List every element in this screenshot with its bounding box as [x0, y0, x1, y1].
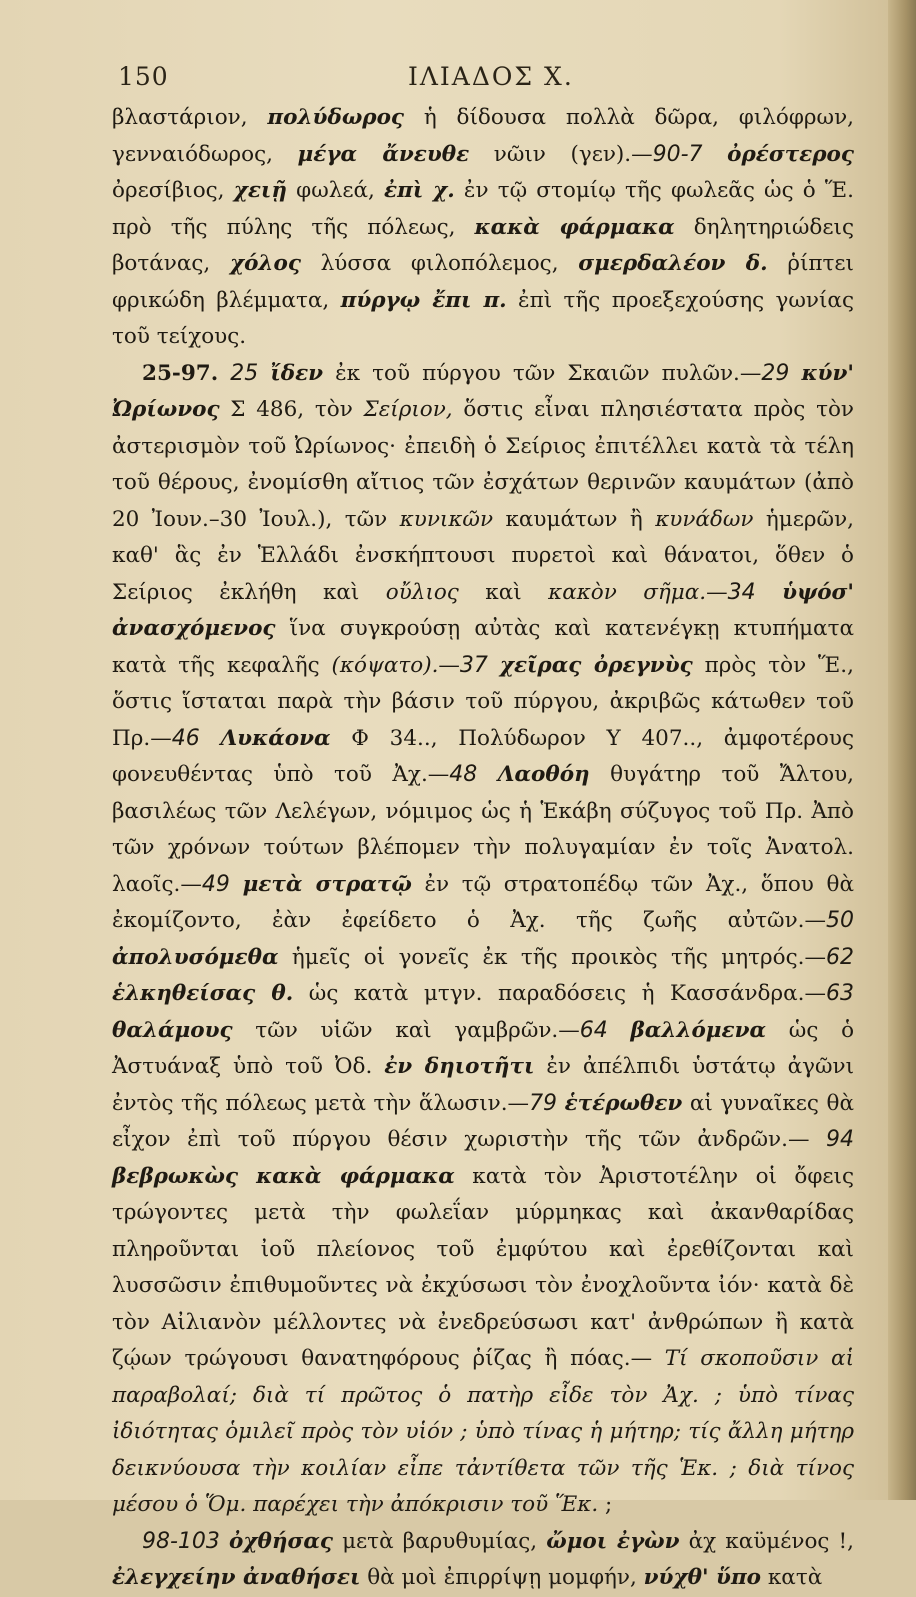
text-run: Τί σκοποῦσιν αἱ παραβολαί; διὰ τί πρῶτος ὁ πατὴρ εἶδε τὸν Ἀχ. ; ὑπὸ τίνας ἰδιότητας ὁμιλεῖ πρὸς τὸν υἱόν ; ὑπὸ τίνας ἡ μήτηρ; τίς ἄλλη μήτηρ δεικνύουσα τὴν κοιλίαν εἶπε τἀντίθετα τῶν τῆς Ἑκ. ; διὰ τίνος μέσου ὁ Ὅμ. παρέχει τὴν ἀπόκρισιν τοῦ Ἕκ.	[112, 1346, 854, 1517]
verse-number: 49	[201, 871, 230, 897]
text-run: ἐν τῷ στρατοπέδῳ τῶν Ἀχ., ὅπου θὰ ἐκομίζοντο, ἐὰν ἐφείδετο ὁ Ἀχ. τῆς ζωῆς αὐτῶν.—	[112, 871, 854, 933]
lemma: ὀχθήσας	[229, 1528, 333, 1554]
text-run: ἡμερῶν, καθ' ἃς ἐν Ἑλλάδι ἐνσκήπτουσι πυρετοὶ καὶ θάνατοι, ὅθεν ὁ Σείριος ἐκλήθη καὶ	[112, 506, 854, 605]
lemma: ἴδεν	[270, 360, 324, 386]
text-run: Σείριον,	[363, 397, 453, 422]
text-run: βλαστάριον,	[112, 105, 268, 130]
text-run: κακὸν σῆμα.	[548, 579, 707, 605]
lemma: πολύδωρος	[267, 105, 405, 130]
verse-number: 29	[761, 360, 790, 386]
text-run: μετὰ βαρυθυμίας,	[332, 1528, 547, 1554]
text-run	[608, 1018, 631, 1043]
lemma: μέγα ἄνευθε	[297, 141, 470, 167]
text-run: 25-97.	[142, 360, 219, 386]
verse-number: 25	[230, 360, 259, 386]
text-run: Φ 34.., Πολύδωρον Υ 407.., ἀμφοτέρους φονευθέντας ὑπὸ τοῦ Ἀχ.—	[112, 725, 854, 787]
text-run: ;	[598, 1492, 613, 1517]
lemma: ὑψόσ' ἀνασχόμενος	[112, 579, 854, 641]
verse-number: 79	[529, 1090, 558, 1116]
text-run: θυγάτηρ τοῦ Ἄλτου, βασιλέως τῶν Λελέγων, νόμιμος ὡς ἡ Ἑκάβη σύζυγος τοῦ Πρ. Ἀπὸ τῶν χρόνων τούτων βλέπομεν τὴν πολυγαμίαν ἐν τοῖς Ἀνατολ. λαοῖς.—	[112, 762, 854, 897]
lemma: ἀπολυσόμεθα	[112, 944, 279, 970]
lemma: Λαοθόη	[497, 762, 590, 787]
text-run: νῶιν (γεν).—	[469, 141, 653, 167]
lemma: βεβρωκὼς κακὰ φάρμακα	[112, 1163, 455, 1189]
text-run: ἐκ τοῦ πύργου τῶν Σκαιῶν πυλῶν.—	[323, 360, 762, 386]
verse-number: 62	[826, 944, 854, 970]
text-run: ἐν ἀπέλπιδι ὑστάτῳ ἀγῶνι ἐντὸς τῆς πόλεως μετὰ τὴν ἅλωσιν.—	[112, 1054, 854, 1116]
lemma: ἐλεγχείην ἀναθήσει	[112, 1565, 361, 1590]
text-run: ὀρεσίβιος,	[112, 178, 234, 203]
lemma: πύργῳ ἔπι π.	[340, 287, 507, 313]
text-run: κατὰ τὸν Ἀριστοτέλην οἱ ὄφεις τρώγοντες μετὰ τὴν φωλεΐαν μύρμηκας καὶ ἀκανθαρίδας πληροῦνται ἰοῦ πλείονος τοῦ ἐμφύτου καὶ ἐρεθίζονται καὶ λυσσῶσιν ἐπιθυμοῦντες νὰ ἐκχύσωσι τὸν ἐνοχλοῦντα ἰόν· κατὰ δὲ τὸν Αἰλιανὸν μέλλοντες νὰ ἐνεδρεύσωσι κατ' ἀνθρώπων ἢ κατὰ ζῴων τρώγουσι θανατηφόρους ῥίζας ἢ πόας.—	[112, 1163, 854, 1371]
verse-number: 98-103	[142, 1528, 220, 1554]
text-run: δηλητηριώδεις βοτάνας,	[112, 214, 854, 276]
text-run: καυμάτων ἢ	[493, 506, 656, 532]
lemma: ὀρέστερος	[727, 141, 854, 167]
text-run: —	[706, 579, 728, 605]
verse-number: 37	[459, 652, 488, 678]
page-edge	[888, 0, 916, 1500]
verse-number: 46	[171, 725, 200, 751]
lemma: ἑτέρωθεν	[564, 1090, 683, 1116]
lemma: χειῇ	[233, 178, 287, 203]
text-run: φωλεά,	[286, 178, 385, 203]
paragraph	[112, 356, 854, 1524]
text-run: ὡς ὁ Ἀστυάναξ ὑπὸ τοῦ Ὀδ.	[112, 1017, 855, 1079]
text-run: λύσσα φιλοπόλεμος,	[300, 251, 579, 276]
text-run: ἡ δίδουσα πολλὰ δῶρα, φιλόφρων, γενναιόδωρος,	[112, 105, 854, 167]
text-run: Σ 486, τὸν	[219, 397, 364, 422]
text-run: οὔλιος	[385, 579, 459, 605]
verse-number: 50	[826, 908, 854, 933]
text-run: ὅστις εἶναι πλησιέστατα πρὸς τὸν ἀστερισμὸν τοῦ Ὠρίωνος· ἐπειδὴ ὁ Σείριος ἐπιτέλλει κατὰ τὰ τέλη τοῦ θέρους, ἐνομίσθη αἴτιος τῶν ἐσχάτων θερινῶν καυμάτων (ἀπὸ 20 Ἰουν.–30 Ἰουλ.), τῶν	[112, 397, 854, 532]
commentary-text	[112, 100, 854, 1597]
lemma: μετὰ στρατῷ	[242, 871, 412, 897]
verse-number: 90-7	[652, 141, 703, 167]
text-run	[756, 580, 782, 605]
lemma: βαλλόμενα	[630, 1017, 767, 1043]
text-run	[488, 653, 500, 678]
lemma: χεῖρας ὀρεγνὺς	[499, 652, 693, 678]
text-run	[477, 762, 498, 787]
text-run	[220, 1529, 229, 1554]
text-run	[230, 872, 243, 897]
verse-number: 48	[449, 762, 478, 787]
lemma: θαλάμους	[112, 1017, 233, 1043]
text-run	[200, 726, 221, 751]
text-run: κατὰ	[761, 1565, 823, 1590]
verse-number: 34	[727, 579, 756, 605]
text-run: ὡς κατὰ μτγν. παραδόσεις ἡ Κασσάνδρα.—	[293, 981, 826, 1006]
text-run: αἱ γυναῖκες θὰ εἶχον ἐπὶ τοῦ πύργου θέσιν χωριστὴν τῆς τῶν ἀνδρῶν.—	[112, 1090, 854, 1152]
text-run	[258, 361, 270, 386]
paragraph	[112, 1524, 854, 1597]
text-run	[703, 142, 728, 167]
page-header	[118, 62, 826, 96]
running-title: ΙΛΙΑΔΟΣ Χ.	[408, 62, 574, 91]
lemma: ἑλκηθείσας θ.	[112, 981, 294, 1006]
text-run: κυνικῶν	[399, 506, 494, 532]
lemma: ὤμοι ἐγὼν	[546, 1528, 680, 1554]
text-run: ἐν τῷ στομίῳ τῆς φωλεᾶς ὡς ὁ Ἕ. πρὸ τῆς πύλης τῆς πόλεως,	[112, 178, 855, 240]
text-run: ἐπὶ τῆς προεξεχούσης γωνίας τοῦ τείχους.	[112, 287, 854, 349]
lemma: χόλος	[229, 251, 301, 276]
lemma: κακὰ φάρμακα	[474, 214, 675, 240]
text-run: καὶ	[458, 579, 549, 605]
text-run: θὰ μοὶ ἐπιρρίψῃ μομφήν,	[360, 1565, 644, 1590]
text-run: τῶν υἱῶν καὶ γαμβρῶν.—	[232, 1017, 580, 1043]
text-run: (κόψατο).	[331, 652, 439, 678]
lemma: Λυκάονα	[220, 725, 331, 751]
text-run	[218, 361, 230, 386]
verse-number: 94	[826, 1127, 854, 1152]
lemma: κύν' Ὠρίωνος	[112, 360, 854, 422]
lemma: σμερδαλέον δ.	[578, 251, 768, 276]
lemma: νύχθ' ὕπο	[643, 1565, 762, 1590]
text-run: κυνάδων	[655, 506, 754, 532]
paragraph	[112, 100, 854, 356]
text-run: ἵνα συγκρούσῃ αὐτὰς καὶ κατενέγκῃ κτυπήματα κατὰ τῆς κεφαλῆς	[112, 616, 854, 678]
verse-number: 64	[579, 1017, 608, 1043]
lemma: ἐν δηιοτῆτι	[384, 1054, 535, 1079]
verse-number: 63	[826, 981, 854, 1006]
text-run: πρὸς τὸν Ἕ., ὅστις ἵσταται παρὰ τὴν βάσιν τοῦ πύργου, ἀκριβῶς κάτωθεν τοῦ Πρ.—	[112, 652, 854, 751]
text-run: ῥίπτει φρικώδη βλέμματα,	[112, 251, 854, 313]
page-number: 150	[118, 62, 169, 91]
text-run: —	[438, 652, 460, 678]
text-run: ἡμεῖς οἱ γονεῖς ἐκ τῆς προικὸς τῆς μητρός.—	[278, 944, 826, 970]
lemma: ἐπὶ χ.	[384, 178, 455, 203]
text-run: ἀχ καϋμένος !,	[679, 1528, 855, 1554]
text-run	[557, 1091, 565, 1116]
text-run	[789, 361, 801, 386]
